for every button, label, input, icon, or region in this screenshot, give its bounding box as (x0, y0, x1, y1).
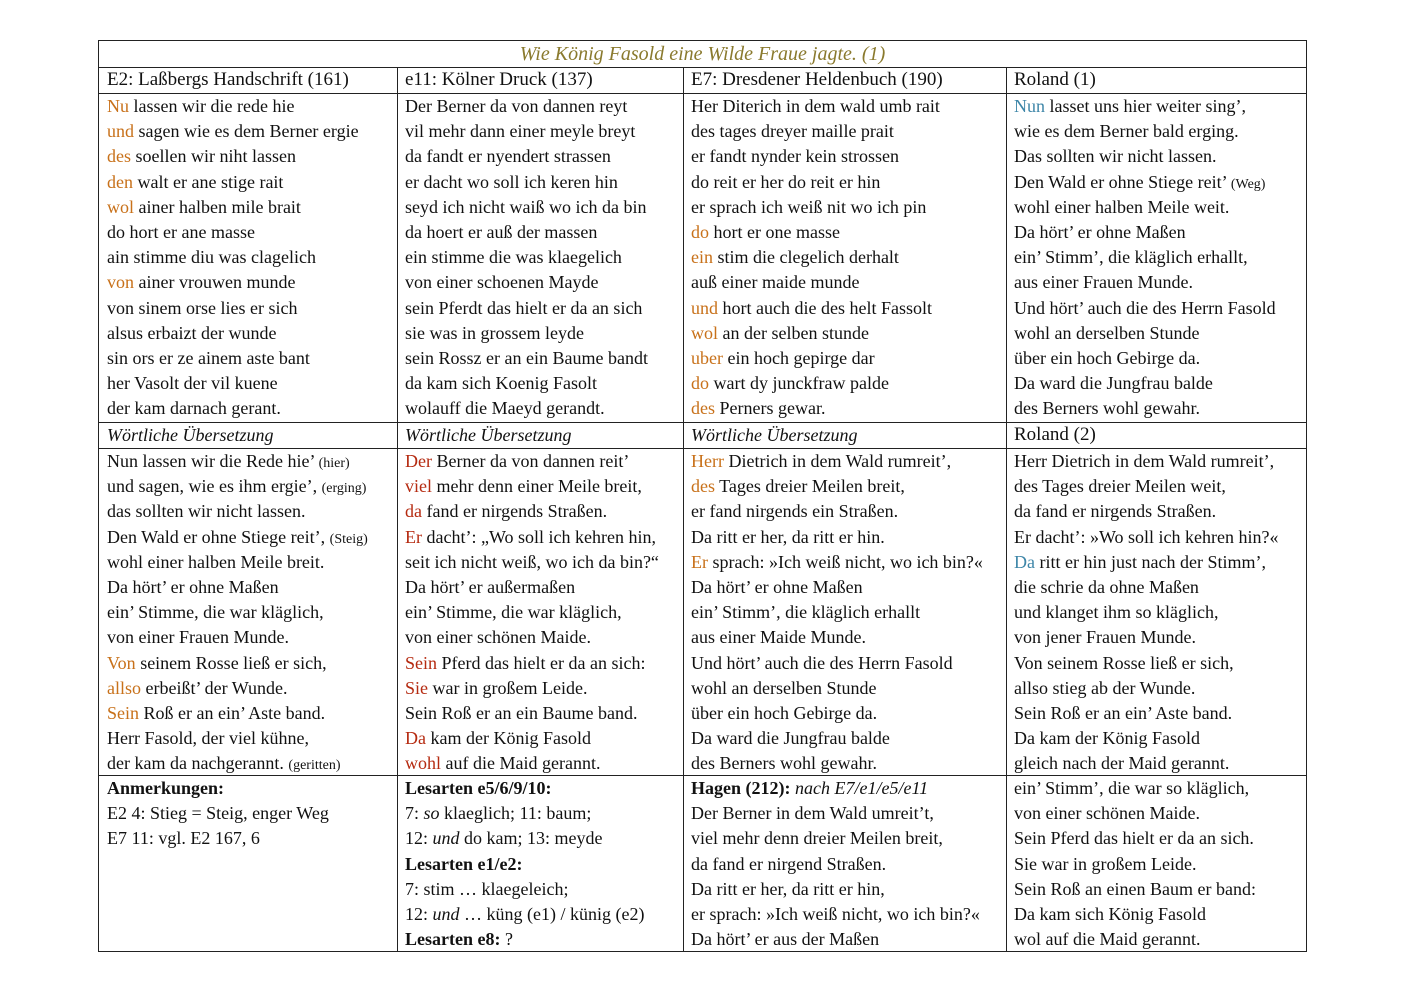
verse-line: er sprach: »Ich weiß nicht, wo ich bin?« (691, 903, 980, 924)
highlighted-word: Nun (1014, 96, 1045, 116)
verse-text: der kam da nachgerannt. (107, 753, 289, 774)
verse-text: Roß er an ein’ Aste band. (139, 702, 326, 723)
verse-line (107, 726, 397, 751)
verse-line: Sie war in großem Leide. (1014, 853, 1197, 874)
verse-text: Nun lassen wir die Rede hie’ (107, 451, 319, 471)
highlighted-word: des (691, 476, 715, 497)
verse-text: hort er one masse (709, 221, 840, 242)
verse-text: wohl an derselben Stunde (691, 677, 877, 698)
verse-text: Und hört’ auch die des Herrn Fasold (1014, 297, 1276, 318)
highlighted-word: Sein (405, 652, 438, 673)
highlighted-word: ein (691, 247, 713, 268)
verse-line (405, 449, 683, 474)
verse-text: do reit er her do reit er hin (691, 171, 881, 192)
verse-line (107, 170, 397, 195)
verse-text: des Berners wohl gewahr. (691, 753, 877, 774)
highlighted-word: wol (691, 322, 718, 343)
verse-text: über ein hoch Gebirge da. (1014, 347, 1201, 368)
highlighted-word: Herr (691, 451, 724, 471)
highlighted-word: Da (405, 728, 426, 749)
verse-text: über ein hoch Gebirge da. (691, 702, 878, 723)
header-roland-2: Roland (2) (1014, 424, 1096, 445)
verse-line (107, 195, 397, 220)
verse-line (1014, 575, 1308, 600)
verse-text: er sprach ich weiß nit wo ich pin (691, 196, 927, 217)
variant-italic: und (432, 828, 460, 849)
verse-line: da fandt er nyendert strassen (405, 146, 611, 167)
verse-line (1014, 525, 1308, 550)
verse-line: wol auf die Maid gerannt. (1014, 929, 1201, 950)
verse-text: Sein Roß er an ein’ Aste band. (1014, 702, 1233, 723)
verse-line: Sein Roß an einen Baum er band: (1014, 878, 1256, 899)
translation-label-e11: Wörtliche Übersetzung (405, 425, 572, 445)
verse-line (1014, 346, 1308, 371)
verse-line (107, 474, 397, 499)
verse-text: aus einer Maide Munde. (691, 627, 866, 648)
verse-text: her Vasolt der vil kuene (107, 373, 278, 394)
notes-block (99, 776, 397, 852)
verse-line: Da kam sich König Fasold (1014, 903, 1206, 924)
variant-text: 7: stim … klaegeleich; (405, 878, 569, 899)
variants-e5-heading: Lesarten e5/6/9/10: (405, 778, 552, 798)
verse-line (1014, 245, 1308, 270)
verse-line (691, 94, 1006, 119)
verse-line (107, 270, 397, 295)
gloss-note: (geritten) (288, 758, 341, 774)
verse-text: ainer vrouwen munde (134, 272, 296, 293)
verse-line: viel mehr denn dreier Meilen breit, (691, 828, 943, 849)
verse-line (691, 449, 1006, 474)
verse-line (107, 600, 397, 625)
verse-line: Da ritt er her, da ritt er hin, (691, 878, 885, 899)
verse-line: sein Rossz er an ein Baume bandt (405, 347, 648, 368)
verse-text: ain stimme diu was clagelich (107, 247, 316, 268)
verse-line (405, 600, 683, 625)
highlighted-word: wol (107, 196, 134, 217)
verse-text: ein’ Stimme, die war kläglich, (107, 602, 324, 623)
verse-line (107, 346, 397, 371)
verse-text: dacht’: „Wo soll ich kehren hin, (422, 526, 656, 547)
highlighted-word: Nu (107, 96, 129, 116)
verse-line: sein Pferdt das hielt er da an sich (405, 297, 643, 318)
verse-line (1014, 625, 1308, 650)
variant-text: 12: (405, 828, 433, 849)
verse-line: seyd ich nicht waiß wo ich da bin (405, 196, 647, 217)
verse-line (1014, 220, 1308, 245)
variant-line (405, 877, 683, 902)
verse-line (691, 525, 1006, 550)
highlighted-word: Er (691, 551, 708, 572)
verse-text: alsus erbaizt der wunde (107, 322, 277, 343)
verse-text: an der selben stunde (718, 322, 869, 343)
verse-line (691, 245, 1006, 270)
page-title: Wie König Fasold eine Wilde Fraue jagte. (1) (99, 41, 1306, 68)
verse-line: er dacht wo soll ich keren hin (405, 171, 618, 192)
verse-line (691, 144, 1006, 169)
verse-text: stim die clegelich derhalt (713, 247, 899, 268)
verse-line: da hoert er auß der massen (405, 221, 598, 242)
verse-text: fand er nirgends Straßen. (422, 501, 608, 522)
verse-line: Sein Pferd das hielt er da an sich. (1014, 828, 1254, 849)
highlighted-word: und (691, 297, 718, 318)
verse-line (107, 321, 397, 346)
verse-line (107, 676, 397, 701)
verse-text: des Tages dreier Meilen weit, (1014, 476, 1226, 497)
e2-translation-block (99, 449, 397, 776)
verse-text: von einer schönen Maide. (405, 627, 591, 648)
roland-1-text-block (1006, 94, 1308, 421)
variants-block (397, 776, 683, 952)
verse-line (691, 371, 1006, 396)
verse-text: auf die Maid gerannt. (441, 753, 601, 774)
verse-text: Dietrich in dem Wald rumreit’, (723, 451, 952, 471)
verse-text: allso stieg ab der Wunde. (1014, 677, 1196, 698)
highlighted-word: des (691, 398, 715, 419)
verse-line: von einer schönen Maide. (1014, 803, 1200, 824)
verse-line (691, 625, 1006, 650)
verse-line (405, 575, 683, 600)
verse-text: Den Wald er ohne Stiege reit’, (107, 526, 330, 547)
verse-line (691, 701, 1006, 726)
verse-text: Tages dreier Meilen breit, (715, 476, 905, 497)
e2-text-block (99, 94, 397, 421)
verse-line (405, 701, 683, 726)
verse-line (405, 525, 683, 550)
verse-line (691, 726, 1006, 751)
verse-line: von einer schoenen Mayde (405, 272, 599, 293)
verse-line (107, 550, 397, 575)
verse-line (107, 751, 397, 776)
verse-line (405, 550, 683, 575)
verse-text: von einer Frauen Munde. (107, 627, 289, 648)
verse-text: ritt er hin just nach der Stimm’, (1035, 551, 1266, 572)
verse-text: lasset uns hier weiter sing’, (1045, 96, 1246, 116)
verse-text: er fandt nynder kein strossen (691, 146, 899, 167)
verse-line: Der Berner da von dannen reyt (405, 96, 628, 116)
verse-line: Der Berner in dem Wald umreit’t, (691, 803, 934, 824)
verse-line (107, 94, 397, 119)
verse-line (405, 625, 683, 650)
verse-line: da kam sich Koenig Fasolt (405, 373, 597, 394)
header-e7: E7: Dresdener Heldenbuch (190) (691, 69, 943, 90)
verse-line (691, 600, 1006, 625)
verse-text: das sollten wir nicht lassen. (107, 501, 306, 522)
verse-text: Herr Fasold, der viel kühne, (107, 728, 309, 749)
highlighted-word: des (107, 146, 131, 167)
verse-line: wolauff die Maeyd gerandt. (405, 398, 605, 419)
highlighted-word: Da (1014, 551, 1035, 572)
verse-text: Da ward die Jungfrau balde (1014, 373, 1213, 394)
verse-line (107, 144, 397, 169)
highlighted-word: und (107, 121, 134, 142)
verse-text: und sagen, wie es ihm ergie’, (107, 476, 322, 497)
highlighted-word: Er (405, 526, 422, 547)
verse-text: da fand er nirgends Straßen. (1014, 501, 1217, 522)
hagen-heading: Hagen (212): (691, 778, 791, 798)
verse-line (107, 499, 397, 524)
verse-line (107, 220, 397, 245)
verse-line (107, 651, 397, 676)
verse-line (1014, 270, 1308, 295)
verse-text: wie es dem Berner bald erging. (1014, 121, 1239, 142)
verse-text: von jener Frauen Munde. (1014, 627, 1196, 648)
e7-text-block (683, 94, 1006, 421)
verse-text: wohl einer halben Meile breit. (107, 551, 325, 572)
verse-line (107, 245, 397, 270)
variant-italic: und (432, 903, 460, 924)
verse-line (1014, 195, 1308, 220)
variants-e8-value: ? (504, 929, 513, 950)
verse-line (107, 119, 397, 144)
verse-line: da fand er nirgend Straßen. (691, 853, 887, 874)
verse-text: Er dacht’: »Wo soll ich kehren hin?« (1014, 526, 1279, 547)
verse-text: Den Wald er ohne Stiege reit’ (1014, 171, 1231, 192)
verse-text: Von seinem Rosse ließ er sich, (1014, 652, 1234, 673)
verse-text: Und hört’ auch die des Herrn Fasold (691, 652, 953, 673)
verse-text: ein hoch gepirge dar (722, 347, 875, 368)
verse-line: E2 4: Stieg = Steig, enger Weg (107, 803, 329, 824)
verse-line (1014, 550, 1308, 575)
highlighted-word: da (405, 501, 422, 522)
gloss-note: (Steig) (329, 531, 368, 547)
verse-text: wart dy junckfraw palde (709, 373, 889, 394)
variant-text: 12: (405, 903, 433, 924)
verse-text: und klanget ihm so kläglich, (1014, 602, 1219, 623)
verse-text: ein’ Stimm’, die kläglich erhallt (691, 602, 921, 623)
verse-text: Da hört’ er ohne Maßen (691, 576, 863, 597)
header-e2: E2: Laßbergs Handschrift (161) (107, 69, 349, 90)
verse-line: ein’ Stimm’, die war so kläglich, (1014, 778, 1250, 798)
variants-e8-heading: Lesarten e8: (405, 929, 501, 950)
verse-text: seinem Rosse ließ er sich, (135, 652, 327, 673)
verse-line (1014, 600, 1308, 625)
verse-line (1014, 119, 1308, 144)
verse-line: vil mehr dann einer meyle breyt (405, 121, 636, 142)
verse-line (691, 550, 1006, 575)
verse-line (107, 625, 397, 650)
verse-line (107, 575, 397, 600)
verse-text: des tages dreyer maille prait (691, 121, 894, 142)
verse-text: Da kam der König Fasold (1014, 728, 1200, 749)
verse-line (691, 751, 1006, 776)
verse-text: seit ich nicht weiß, wo ich da bin?“ (405, 551, 659, 572)
highlighted-word: uber (691, 347, 723, 368)
variant-text: do kam; 13: meyde (459, 828, 603, 849)
variant-text: klaeglich; 11: baum; (439, 803, 592, 824)
verse-line (691, 195, 1006, 220)
verse-text: von sinem orse lies er sich (107, 297, 298, 318)
verse-line (1014, 371, 1308, 396)
variant-line (405, 801, 683, 826)
highlighted-word: Von (107, 652, 136, 673)
hagen-block (683, 776, 1006, 952)
hagen-note: nach E7/e1/e5/e11 (794, 778, 929, 798)
variant-line (405, 902, 683, 927)
highlighted-word: do (691, 373, 709, 394)
verse-line (691, 170, 1006, 195)
highlighted-word: Der (405, 451, 432, 471)
verse-line (1014, 651, 1308, 676)
translation-label-e7: Wörtliche Übersetzung (691, 425, 858, 445)
verse-line (107, 449, 397, 474)
verse-text: wohl an derselben Stunde (1014, 322, 1200, 343)
verse-text: war in großem Leide. (428, 677, 588, 698)
verse-line (691, 676, 1006, 701)
verse-text: ainer halben mile brait (134, 196, 301, 217)
roland-2-text-block (1006, 449, 1308, 776)
header-e11: e11: Kölner Druck (137) (405, 69, 593, 90)
verse-text: lassen wir die rede hie (129, 96, 295, 116)
verse-line (1014, 321, 1308, 346)
verse-text: ein’ Stimm’, die kläglich erhallt, (1014, 247, 1248, 268)
verse-text: Pferd das hielt er da an sich: (437, 652, 646, 673)
verse-line (107, 396, 397, 421)
verse-line (1014, 296, 1308, 321)
highlighted-word: viel (405, 476, 432, 497)
verse-line (691, 321, 1006, 346)
verse-line (691, 651, 1006, 676)
verse-line (1014, 396, 1308, 421)
verse-line (1014, 474, 1308, 499)
verse-line (1014, 94, 1308, 119)
verse-line: ein stimme die was klaegelich (405, 247, 622, 268)
verse-text: Da hört’ er ohne Maßen (1014, 221, 1186, 242)
highlighted-word: wohl (405, 753, 441, 774)
verse-text: Perners gewar. (715, 398, 826, 419)
verse-line (405, 676, 683, 701)
variants-e1-heading: Lesarten e1/e2: (405, 853, 523, 874)
verse-text: auß einer maide munde (691, 272, 860, 293)
verse-line (1014, 449, 1308, 474)
verse-line (405, 751, 683, 776)
verse-line: Da hört’ er aus der Maßen (691, 929, 880, 950)
verse-line (107, 525, 397, 550)
verse-line (1014, 499, 1308, 524)
verse-line (1014, 701, 1308, 726)
verse-line (691, 474, 1006, 499)
verse-line (405, 651, 683, 676)
verse-line (107, 701, 397, 726)
verse-text: erbeißt’ der Wunde. (141, 677, 288, 698)
highlighted-word: do (691, 221, 709, 242)
variant-text: … küng (e1) / künig (e2) (459, 903, 645, 924)
verse-text: sin ors er ze ainem aste bant (107, 347, 310, 368)
verse-line (405, 474, 683, 499)
verse-text: Das sollten wir nicht lassen. (1014, 146, 1217, 167)
verse-text: gleich nach der Maid gerannt. (1014, 753, 1230, 774)
translation-label-e2: Wörtliche Übersetzung (107, 425, 274, 445)
highlighted-word: Sie (405, 677, 429, 698)
verse-text: soellen wir niht lassen (131, 146, 296, 167)
verse-text: sprach: »Ich weiß nicht, wo ich bin?« (708, 551, 983, 572)
verse-text: sagen wie es dem Berner ergie (134, 121, 359, 142)
verse-line (1014, 726, 1308, 751)
verse-line (691, 119, 1006, 144)
verse-text: walt er ane stige rait (133, 171, 284, 192)
gloss-note: (erging) (321, 481, 367, 497)
e7-translation-block (683, 449, 1006, 776)
verse-line (405, 726, 683, 751)
verse-line: E7 11: vgl. E2 167, 6 (107, 828, 260, 849)
verse-line (1014, 170, 1308, 195)
verse-line (691, 220, 1006, 245)
gloss-note: (hier) (318, 456, 350, 471)
verse-text: er fand nirgends ein Straßen. (691, 501, 899, 522)
verse-line (691, 396, 1006, 421)
verse-line (691, 499, 1006, 524)
highlighted-word: von (107, 272, 134, 293)
roland-2-continuation-block (1006, 776, 1308, 952)
verse-text: do hort er ane masse (107, 221, 255, 242)
highlighted-word: den (107, 171, 133, 192)
verse-text: Da ward die Jungfrau balde (691, 728, 890, 749)
verse-line: sie was in grossem leyde (405, 322, 584, 343)
verse-line (107, 371, 397, 396)
verse-text: hort auch die des helt Fassolt (718, 297, 932, 318)
verse-text: Berner da von dannen reit’ (431, 451, 630, 471)
verse-text: Sein Roß er an ein Baume band. (405, 702, 638, 723)
highlighted-word: allso (107, 677, 141, 698)
verse-line (691, 270, 1006, 295)
comparison-table (98, 40, 1307, 952)
variant-text: 7: (405, 803, 424, 824)
verse-text: Herr Dietrich in dem Wald rumreit’, (1014, 451, 1275, 471)
e11-text-block (397, 94, 683, 421)
e11-translation-block (397, 449, 683, 776)
verse-text: des Berners wohl gewahr. (1014, 398, 1200, 419)
verse-text: kam der König Fasold (426, 728, 591, 749)
verse-text: die schrie da ohne Maßen (1014, 576, 1199, 597)
verse-text: Da ritt er her, da ritt er hin. (691, 526, 885, 547)
variant-line (405, 826, 683, 851)
verse-line (691, 296, 1006, 321)
verse-line (691, 346, 1006, 371)
variant-italic: so (423, 803, 440, 824)
verse-text: aus einer Frauen Munde. (1014, 272, 1193, 293)
verse-line (1014, 676, 1308, 701)
verse-text: Da hört’ er ohne Maßen (107, 576, 279, 597)
notes-heading: Anmerkungen: (107, 778, 225, 798)
verse-text: wohl einer halben Meile weit. (1014, 196, 1230, 217)
verse-text: Her Diterich in dem wald umb rait (691, 96, 940, 116)
verse-text: der kam darnach gerant. (107, 398, 281, 419)
verse-line (691, 575, 1006, 600)
verse-text: mehr denn einer Meile breit, (432, 476, 642, 497)
verse-line (1014, 144, 1308, 169)
verse-line (405, 499, 683, 524)
header-roland-1: Roland (1) (1014, 69, 1096, 90)
verse-text: ein’ Stimme, die war kläglich, (405, 602, 622, 623)
gloss-note: (Weg) (1230, 176, 1266, 192)
verse-line (1014, 751, 1308, 776)
verse-text: Da hört’ er außermaßen (405, 576, 576, 597)
verse-line (107, 296, 397, 321)
highlighted-word: Sein (107, 702, 140, 723)
